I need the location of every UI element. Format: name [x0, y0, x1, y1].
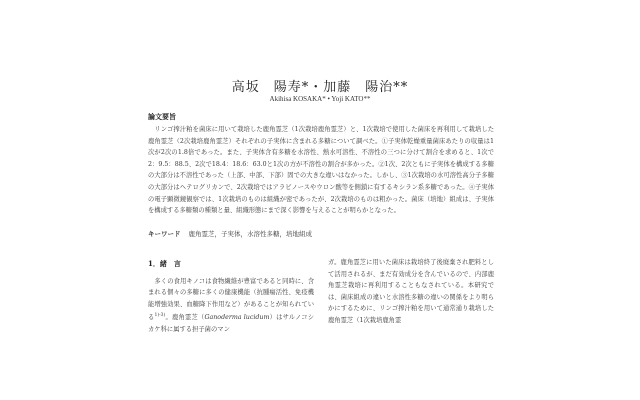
right-column-text: ガ。鹿角霊芝に用いた菌床は栽培終了後廃棄され肥料として活用されるが、まだ有効成分を含んでいるので、内部鹿角霊芝栽培に再利用することもなされている。本研究では、菌床組成の違いと水溶性多糖の違いの関係をより明らかにするために、リンゴ搾汁粕を用いて通常通り栽培した鹿角霊芝（1次栽培鹿角霊 — [328, 259, 494, 324]
citation-superscript: 1)-3) — [154, 313, 166, 319]
section-title-introduction: 1．緒 言 — [148, 259, 181, 268]
abstract-heading: 論文要旨 — [148, 112, 176, 121]
authors-romanized: Akihisa KOSAKA* • Yoji KATO** — [269, 95, 371, 103]
abstract-body: リンゴ搾汁粕を菌床に用いて栽培した鹿角霊芝（1次栽培鹿角霊芝）と、1次栽培で使用した菌床を再利用して栽培した鹿角霊芝（2次栽培鹿角霊芝）それぞれの子実体に含まれる多糖について調べた。①子実体乾燥重量菌床あたりの収量は1次が2次の1.8倍であった。また、子実体含有多糖を水溶性、熱水可溶性、不溶性の三つに分けて割合を求めると、1次で2：9.5：88.5、2次で18.4：18.6：63.0と1次の方が不溶性の割合が多かった。②1次、2次ともに子実体を構成する多糖の大部分は不溶性であった（上部、中部、下部）固での大きな違いはなかった。しかし、③1次栽培の水可溶性高分子多糖の大部分はヘテログリカンで、2次栽培ではアラビノースやウロン酸等を側鎖に有するキシラン系多糖であった。④子実体の電子顕微鏡観察では、1次栽培のものは組織が密であったが、2次栽培のものは粗かった。菌床（培地）組成は、子実体を構成する多糖類の種類と量、組織形態にまで深く影響を与えることが明らかとなった。 — [148, 126, 494, 215]
authors-japanese: 高坂 陽寿*・加藤 陽治** — [231, 80, 409, 95]
body-column-left — [148, 258, 314, 336]
keywords-line — [148, 229, 494, 238]
body-column-right — [328, 257, 494, 327]
keywords-text: 鹿角霊芝，子実体，水溶性多糖，培地組成 — [188, 230, 312, 238]
intro-text-part3: ）はサルノコシカケ科に属する担子菌のマン — [148, 314, 315, 334]
intro-text-part1: 多くの食用キノコは食物繊維が豊富であると同時に、含まれる個々の多糖に多くの健康機能（抗腫瘍活性、免疫機能増強効果、血糖降下作用など）があることが知られている — [148, 277, 314, 322]
intro-text-part2: 。鹿角霊芝（ — [165, 314, 205, 322]
keywords-label: キーワード — [148, 230, 181, 238]
species-name: Ganoderma lucidum — [204, 314, 270, 322]
